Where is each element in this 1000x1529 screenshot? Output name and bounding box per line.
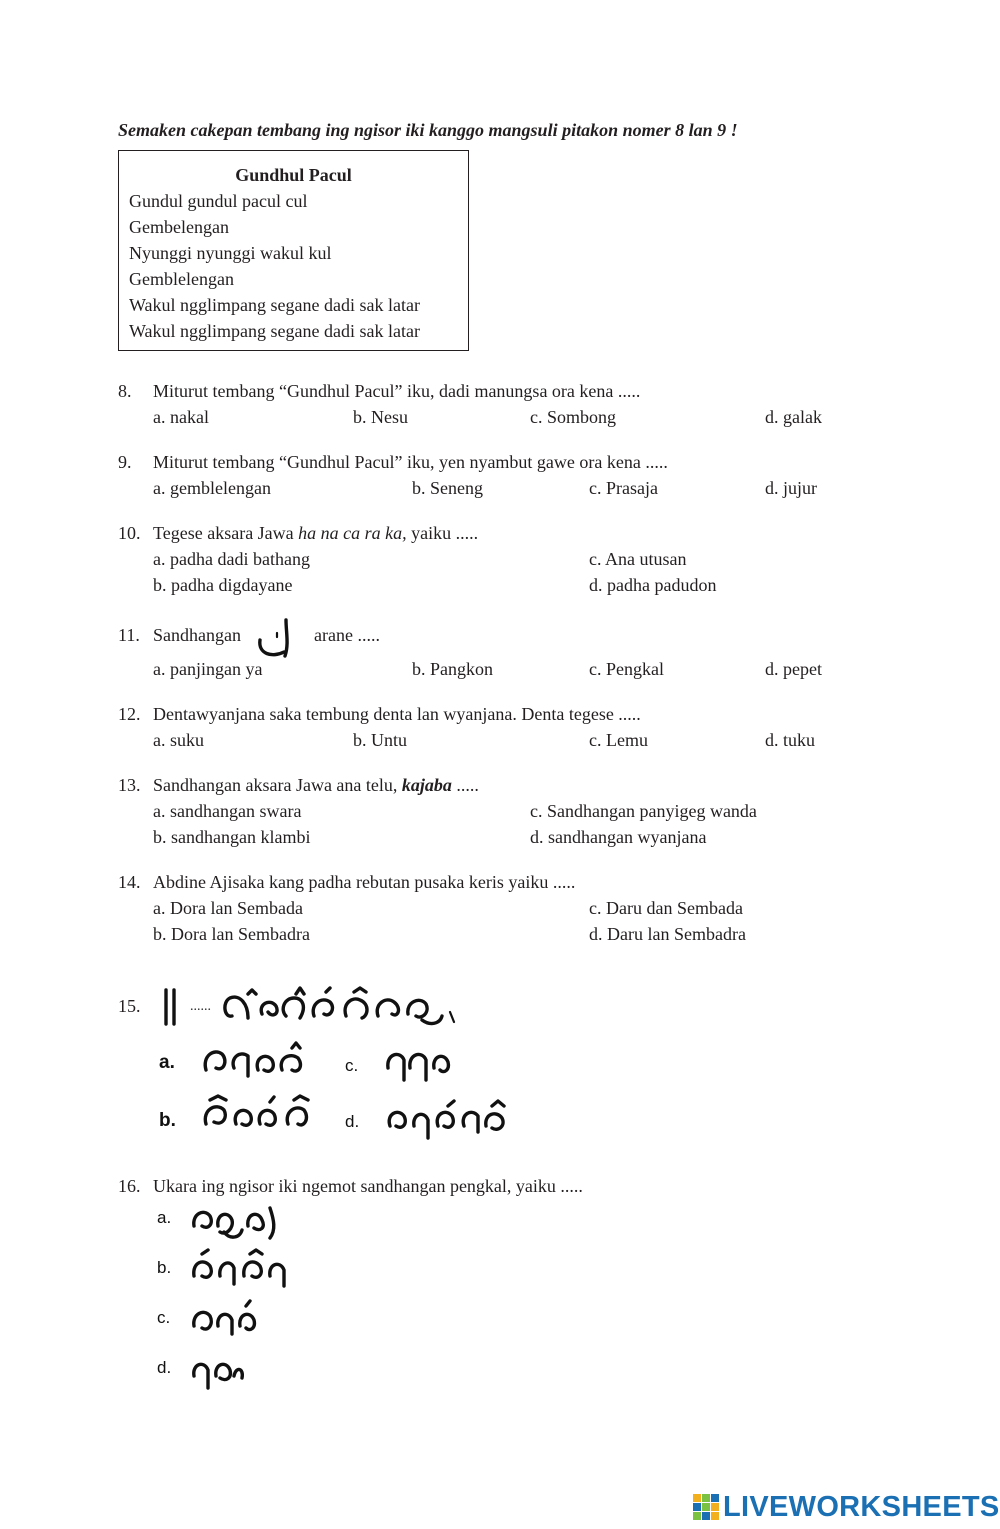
option-b[interactable]: b. padha digdayane (153, 575, 293, 595)
option-a[interactable]: a. nakal (153, 407, 209, 427)
question-text-pre: Sandhangan (153, 625, 241, 645)
question-text: Ukara ing ngisor iki ngemot sandhangan pengkal, yaiku ..... (153, 1176, 583, 1196)
option-c[interactable]: c. Daru dan Sembada (589, 898, 743, 918)
question-number: 13. (118, 775, 141, 795)
option-label-d[interactable]: d. (157, 1358, 172, 1377)
poem-line: Gembelengan (129, 217, 229, 237)
instruction: Semaken cakepan tembang ing ngisor iki kanggo mangsuli pitakon nomer 8 lan 9 ! (118, 120, 738, 140)
question-number: 11. (118, 625, 140, 645)
question-number: 16. (118, 1176, 141, 1196)
poem-title: Gundhul Pacul (235, 165, 352, 185)
option-label-b[interactable]: b. (159, 1110, 176, 1131)
option-d[interactable]: d. padha padudon (589, 575, 717, 595)
javanese-option-c[interactable] (190, 1298, 260, 1338)
poem-line: Gundul gundul pacul cul (129, 191, 308, 211)
javanese-option-c[interactable] (384, 1040, 454, 1084)
option-a[interactable]: a. suku (153, 730, 204, 750)
question-number: 12. (118, 704, 141, 724)
question-number: 10. (118, 523, 141, 543)
question-text: Miturut tembang “Gundhul Pacul” iku, yen nyambut gawe ora kena ..... (153, 452, 668, 472)
liveworksheets-logo (693, 1491, 1000, 1523)
option-d[interactable]: d. jujur (765, 478, 817, 498)
option-d[interactable]: d. tuku (765, 730, 816, 750)
poem-line: Wakul ngglimpang segane dadi sak latar (129, 295, 420, 315)
javanese-option-d[interactable] (384, 1098, 508, 1142)
option-a[interactable]: a. Dora lan Sembada (153, 898, 303, 918)
javanese-option-b[interactable] (200, 1094, 320, 1134)
question-number: 8. (118, 381, 132, 401)
poem-line: Wakul ngglimpang segane dadi sak latar (129, 321, 420, 341)
option-b[interactable]: b. Nesu (353, 407, 408, 427)
javanese-option-d[interactable] (190, 1350, 246, 1390)
option-a[interactable]: a. sandhangan swara (153, 801, 302, 821)
option-label-d[interactable]: d. (345, 1112, 360, 1131)
option-b[interactable]: b. Seneng (412, 478, 483, 498)
question-text: Tegese aksara Jawa ha na ca ra ka, yaiku ..... (153, 523, 479, 543)
javanese-option-a[interactable] (200, 1040, 310, 1080)
option-a[interactable]: a. gemblelengan (153, 478, 271, 498)
question-text: Dentawyanjana saka tembung denta lan wyanjana. Denta tegese ..... (153, 704, 641, 724)
option-b[interactable]: b. Untu (353, 730, 407, 750)
javanese-option-b[interactable] (190, 1248, 290, 1288)
liveworksheets-grid-icon (693, 1494, 719, 1520)
option-a[interactable]: a. panjingan ya (153, 659, 263, 679)
option-label-a[interactable]: a. (157, 1208, 172, 1227)
option-b[interactable]: b. sandhangan klambi (153, 827, 311, 847)
option-c[interactable]: c. Sandhangan panyigeg wanda (530, 801, 757, 821)
option-b[interactable]: b. Dora lan Sembadra (153, 924, 310, 944)
question-number: 14. (118, 872, 141, 892)
option-d[interactable]: d. Daru lan Sembadra (589, 924, 746, 944)
option-c[interactable]: c. Ana utusan (589, 549, 687, 569)
poem-line: Gemblelengan (129, 269, 234, 289)
option-d[interactable]: d. pepet (765, 659, 822, 679)
option-c[interactable]: c. Lemu (589, 730, 648, 750)
liveworksheets-text: LIVEWORKSHEETS (723, 1490, 1000, 1523)
question-text: Miturut tembang “Gundhul Pacul” iku, dadi manungsa ora kena ..... (153, 381, 641, 401)
question-number: 9. (118, 452, 132, 472)
poem-box (118, 150, 469, 351)
option-label-c[interactable]: c. (345, 1056, 359, 1075)
poem-line: Nyunggi nyunggi wakul kul (129, 243, 332, 263)
question-text: Sandhangan aksara Jawa ana telu, kajaba ..... (153, 775, 479, 795)
option-label-a[interactable]: a. (159, 1052, 175, 1073)
question-text-post: arane ..... (314, 625, 380, 645)
question-number: 15. (118, 996, 141, 1016)
option-c[interactable]: c. Sombong (530, 407, 617, 427)
javanese-option-a[interactable] (190, 1200, 282, 1240)
option-label-b[interactable]: b. (157, 1258, 172, 1277)
option-d[interactable]: d. galak (765, 407, 822, 427)
option-a[interactable]: a. padha dadi bathang (153, 549, 310, 569)
option-c[interactable]: c. Prasaja (589, 478, 658, 498)
sandhangan-pangkon-glyph (256, 614, 306, 660)
question-text: Abdine Ajisaka kang padha rebutan pusaka keris yaiku ..... (153, 872, 576, 892)
option-label-c[interactable]: c. (157, 1308, 171, 1327)
option-c[interactable]: c. Pengkal (589, 659, 664, 679)
blank-dots: ...... (190, 999, 211, 1014)
option-b[interactable]: b. Pangkon (412, 659, 493, 679)
option-d[interactable]: d. sandhangan wyanjana (530, 827, 707, 847)
